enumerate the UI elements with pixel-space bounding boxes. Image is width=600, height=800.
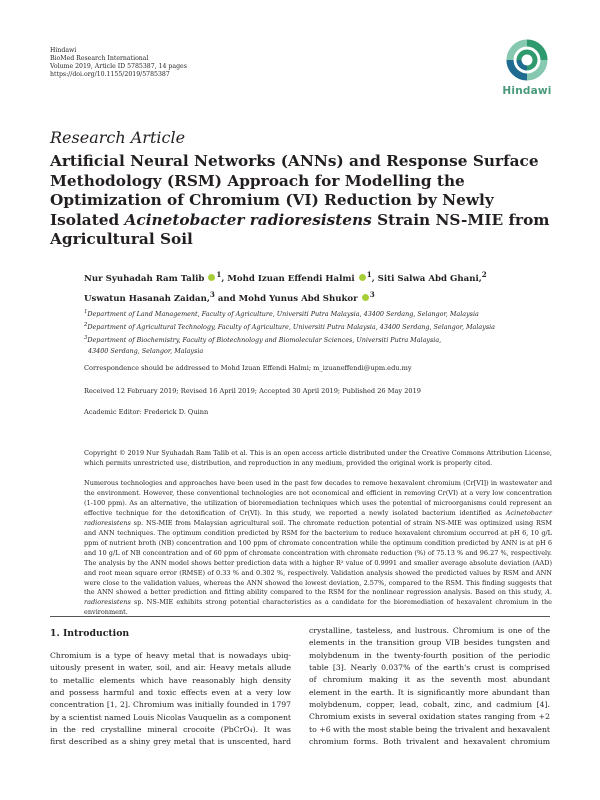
title-species: Acinetobacter radioresistens <box>124 210 372 229</box>
affiliations <box>84 307 550 357</box>
author: Nur Syuhadah Ram Talib $^1$, <box>84 270 228 284</box>
section-heading: 1. Introduction <box>50 628 130 639</box>
intro-column-right <box>309 625 550 748</box>
text-line: molybdenum, copper, lead, cobalt, zinc, and cadmium [4]. <box>309 700 550 710</box>
orcid-icon[interactable] <box>359 274 366 281</box>
section-divider <box>50 616 550 617</box>
volume-line: Volume 2019, Article ID 5785387, 14 pages <box>50 63 187 70</box>
text-line: in the red crystalline mineral crocoite (PbCrO₄). It was <box>50 725 291 735</box>
text-line: concentration [1, 2]. Chromium was initially founded in 1797 <box>50 700 291 710</box>
publisher-name: Hindawi <box>50 47 77 54</box>
affiliation: $^2$Department of Agricultural Technology, Faculty of Agriculture, Universiti Putra Malaysia, 43400 Serdang, Selangor, Malaysia <box>84 321 495 332</box>
hindawi-logo <box>497 38 557 104</box>
author-name: Siti Salwa Abd Ghani, <box>377 273 482 284</box>
author-affiliation: 1 <box>216 270 222 279</box>
author-affiliation: 3 <box>369 289 375 299</box>
author <box>377 270 487 284</box>
affiliation: 43400 Serdang, Selangor, Malaysia <box>88 346 204 355</box>
text-line: chromium forms. Both trivalent and hexavalent chromium <box>309 737 550 747</box>
text-line: Chromium is a type of heavy metal that is nowadays ubiq- <box>50 651 291 660</box>
author-affiliation: 1 <box>366 270 372 279</box>
text-line: crystalline, tasteless, and lustrous. Chromium is one of the <box>309 626 550 635</box>
orcid-icon[interactable] <box>362 294 369 301</box>
paper-title <box>50 152 550 250</box>
title-part-2: Strain NS-MIE from Agricultural Soil <box>50 210 550 248</box>
hindawi-wordmark: Hindawi <box>502 85 552 97</box>
text-line: to +6 with the most stable being the trivalent and hexavalent <box>309 724 550 734</box>
article-type: Research Article <box>50 128 186 147</box>
publication-dates: Received 12 February 2019; Revised 16 April 2019; Accepted 30 April 2019; Published 26 May 2019 <box>84 387 421 395</box>
journal-name: BioMed Research International <box>50 55 149 62</box>
orcid-icon[interactable] <box>208 274 215 281</box>
author-name: Mohd Izuan Effendi Halmi <box>227 273 355 284</box>
text-line: table [3]. Nearly 0.037% of the earth's crust is comprised <box>309 663 550 673</box>
academic-editor: Academic Editor: Frederick D. Quinn <box>84 408 209 416</box>
title-part-1: Artificial Neural Networks (ANNs) and Response Surface Methodology (RSM) Approach for Modelling the Optimization of Chromium (VI) Reduction by Newly Isolated <box>50 152 539 229</box>
text-line: of chromium making it as the seventh most abundant <box>309 675 550 685</box>
affiliation: $^1$Department of Land Management, Faculty of Agriculture, Universiti Putra Malaysia, 43400 Serdang, Selangor, Malaysia <box>84 309 479 319</box>
text-line: element in the earth. It is significantly more abundant than <box>309 687 550 697</box>
author-affiliation: 3 <box>209 289 215 299</box>
author-list <box>84 267 550 307</box>
doi-link[interactable]: https://doi.org/10.1155/2019/5785387 <box>50 71 170 78</box>
author-affiliation: 2 <box>481 270 487 279</box>
author: Mohd Izuan Effendi Halmi $^1$, <box>227 270 378 284</box>
text-line: to metallic elements which have reasonably high density <box>50 675 291 685</box>
text-line: first described as a shiny grey metal that is unscented, hard <box>50 737 291 747</box>
affiliation: $^3$Department of Biochemistry, Faculty of Biotechnology and Biomolecular Sciences, Universiti Putra Malaysia, <box>84 334 442 344</box>
text-line: uitously present in water, soil, and air. Heavy metals allude <box>50 663 291 673</box>
text-line: by a scientist named Louis Nicolas Vauquelin as a component <box>50 712 291 722</box>
text-line: elements in the transition group VIB besides tungsten and <box>309 638 550 648</box>
author-name: Nur Syuhadah Ram Talib <box>84 273 205 284</box>
copyright-notice: Copyright © 2019 Nur Syuhadah Ram Talib et al. This is an open access article distributed under the Creative Commons Attribution License, which permits unrestricted use, distribution, and reproduction in any medium, provided the original work is properly cited. <box>84 449 552 468</box>
correspondence: Correspondence should be addressed to Mohd Izuan Effendi Halmi; m_izuaneffendi@upm.edu.my <box>84 364 412 372</box>
hindawi-logo-icon <box>505 38 549 84</box>
author <box>84 289 215 304</box>
text-line: Chromium exists in several oxidation states ranging from +2 <box>309 712 550 722</box>
author <box>217 289 375 304</box>
text-line: and possess harmful and toxic effects even at a very low <box>50 688 291 698</box>
author-name: Uswatun Hasanah Zaidan, <box>84 293 210 304</box>
abstract: Numerous technologies and approaches have been used in the past few decades to remove hexavalent chromium (Cr[VI]) in wastewater and the environment. However, these conventional technologies are not economical and efficient in removing Cr(VI) at a very low concentration (1-100 ppm). As an alternative, the utilization of bioremediation techniques which uses the potential of microorganisms could represent an effective technique for the detoxification of Cr(VI). In this study, we reported a newly isolated bacterium identified as Acinetobacter radioresistens sp. NS-MIE from Malaysian agricultural soil. The chromate reduction potential of strain NS-MIE was optimized using RSM and ANN techniques. The optimum condition predicted by RSM for the bacterium to reduce hexavalent chromium occurred at pH 6, 10 g/L ppm of nutrient broth (NB) concentration and 100 ppm of chromate concentration while the optimum condition predicted by ANN is at pH 6 and 10 g/L of NB concentration and of 60 ppm of chromate concentration with chromate reduction (%) of 75.13 % and 96.27 %, respectively. The analysis by the ANN model shows better prediction data with a higher R² value of 0.9991 and smaller average absolute deviation (AAD) and root mean square error (RMSE) of 0.33 % and 0.302 %, respectively. Validation analysis showed the predicted values by RSM and ANN were close to the validation values, whereas the ANN showed the lowest deviation, 2.57%, compared to the RSM. This finding suggests that the ANN showed a better prediction and fitting ability compared to the RSM for the nonlinear regression analysis. Based on this study, A. radioresistens sp. NS-MIE exhibits strong potential characteristics as a candidate for the bioremediation of hexavalent chromium in the environment. <box>84 479 552 617</box>
text-line: molybdenum in the twenty-fourth position of the periodic <box>309 650 550 660</box>
journal-info <box>50 47 187 79</box>
intro-column-left <box>50 650 291 749</box>
author-name: and Mohd Yunus Abd Shukor <box>217 293 358 304</box>
